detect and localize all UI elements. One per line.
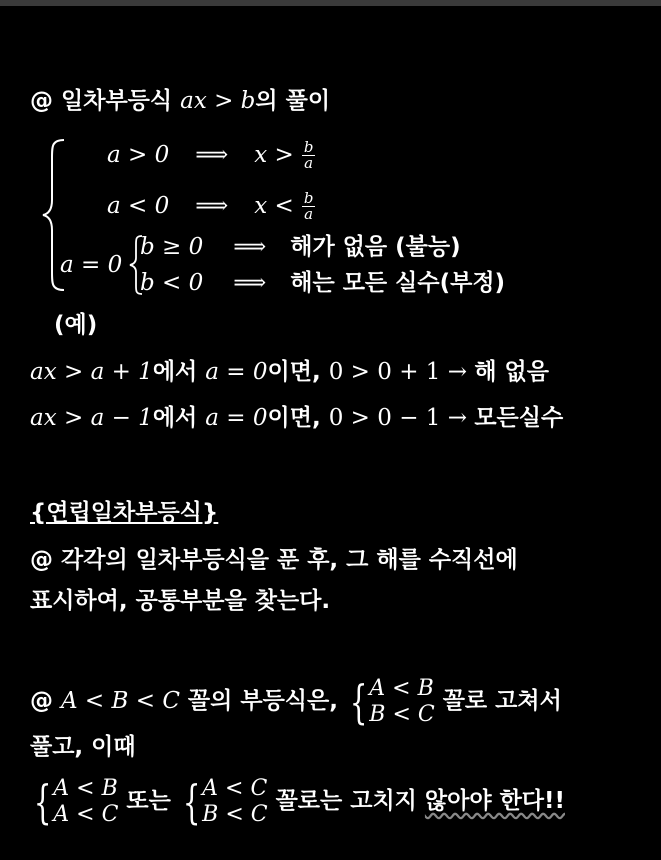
section2-heading: {연립일차부등식} [30,500,219,526]
s3-tail-wavy: 않아야 한다!! [424,788,565,814]
section3-line1 [30,672,562,730]
title-math: ax > b [180,88,256,114]
section2-line1: @ 각각의 일차부등식을 푼 후, 그 해를 수직선에 [30,547,518,573]
case1-result: x > [254,142,294,168]
sys1-a: A < B [369,675,434,701]
section2-line2: 표시하여, 공통부분을 찾는다. [30,588,331,614]
case3-condition: a = 0 [60,252,123,278]
sys2-brace: { [33,774,52,829]
sys3-brace: { [182,774,201,829]
system1 [369,676,434,728]
title-text: @ 일차부등식 [30,88,181,114]
subcase1-arrow: ⟹ [233,234,267,260]
s3-intro-text: 꼴의 부등식은, [179,688,346,714]
top-bar [0,0,661,6]
sys1-b: B < C [369,701,435,727]
example-line2 [30,403,563,433]
subcase1 [140,232,461,262]
frac-num: b [303,138,314,156]
ex2-math: ax > a − 1 [30,405,153,431]
ex2-result: 모든실수 [474,405,564,431]
case2-condition: a < 0 [107,193,170,219]
ex2-eq: 0 > 0 − 1 [328,405,441,431]
ex1-result: 해 없음 [474,359,549,385]
sys3-a: A < C [202,775,268,801]
ex1-math: ax > a + 1 [30,359,153,385]
case1-condition: a > 0 [107,142,170,168]
sys2-a: A < B [53,775,118,801]
ex2-mid2: 이면, [267,405,329,431]
case1-arrow: ⟹ [195,142,229,168]
frac-num: b [303,189,314,207]
section1-title [30,86,330,116]
s3-or-text: 또는 [118,788,179,814]
ex2-cond: a = 0 [205,405,268,431]
ex1-arrow: → [440,359,475,385]
sys3-b: B < C [202,801,268,827]
subcase2-condition: b < 0 [140,270,204,296]
s3-tail-text: 꼴로는 고치지 [267,788,425,814]
ex2-mid: 에서 [152,405,206,431]
example-label: (예) [54,312,98,338]
case1-fraction [302,140,316,171]
title-suffix: 의 풀이 [255,88,331,114]
subcase2-text: 해는 모든 실수(부정) [290,270,506,296]
frac-den: a [304,205,314,223]
system3 [202,776,267,828]
case2-fraction [302,191,316,222]
case2-arrow: ⟹ [195,193,229,219]
case3-condition-wrap [60,250,122,280]
s3-intro: @ [30,688,62,714]
ex1-mid: 에서 [152,359,206,385]
ex1-eq: 0 > 0 + 1 [328,359,441,385]
sys1-brace: { [349,674,368,729]
frac-den: a [304,154,314,172]
subcase2-arrow: ⟹ [233,270,267,296]
subcase1-text: 해가 없음 (불능) [290,234,461,260]
section3-line3 [30,772,565,830]
case2-result: x < [254,193,294,219]
ex1-cond: a = 0 [205,359,268,385]
sys2-b: A < C [53,801,119,827]
case1 [107,140,315,171]
system2 [53,776,118,828]
s3-after-sys1: 꼴로 고쳐서 [434,688,562,714]
example-line1 [30,357,549,387]
subcase2 [140,268,505,298]
s3-intro-math: A < B < C [61,688,180,714]
subcase1-condition: b ≥ 0 [140,234,204,260]
ex1-mid2: 이면, [267,359,329,385]
section3-line2: 풀고, 이때 [30,734,136,760]
case2 [107,191,315,222]
ex2-arrow: → [440,405,475,431]
